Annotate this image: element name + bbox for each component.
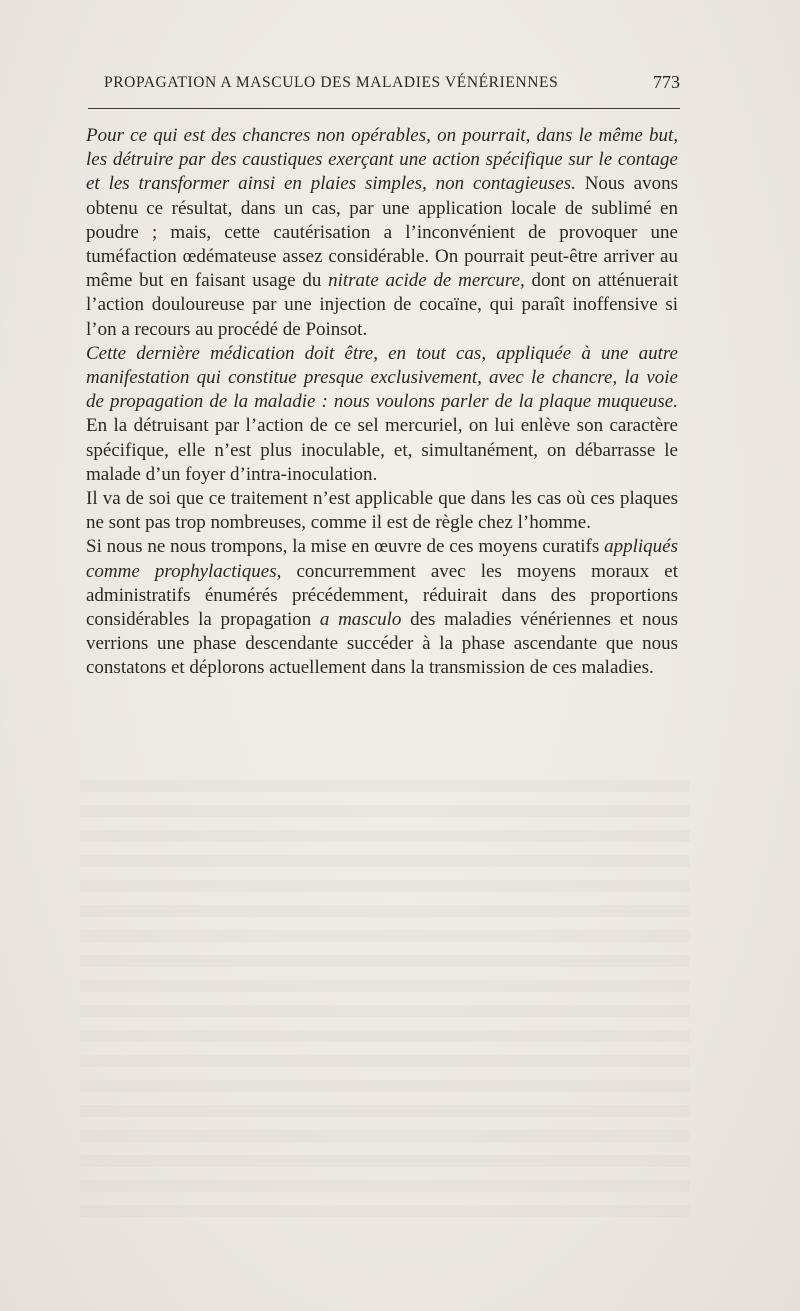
paragraph-2-segment: En la détruisant par l’action de ce sel mercuriel, on lui enlève son caractère spécifique, elle n’est plus inoculable, et, simultanément, on débarrasse le malade d’un foyer d’intra-inoculation.	[86, 415, 678, 485]
paragraph-3-segment: Il va de soi que ce traitement n’est applicable que dans les cas où ces plaques ne sont pas trop nombreuses, comme il est de règle chez l’homme.	[86, 488, 678, 534]
paragraph-4-segment: concurremment avec les moyens moraux et administratifs énumérés précédemment, réduirait dans des proportions considérables la propagation	[86, 560, 678, 631]
paragraph-4-segment: a masculo	[319, 609, 402, 631]
paragraph-4-segment: appliqués comme prophylactiques,	[86, 536, 678, 582]
paragraph-2	[86, 342, 678, 487]
paragraph-3	[86, 487, 678, 535]
running-title: PROPAGATION A MASCULO DES MALADIES VÉNÉRIENNES	[104, 74, 559, 91]
paragraph-1-segment: Nous avons obtenu ce résultat, dans un cas, par une application locale de sublimé en poudre ; mais, cette cautérisation a l’inconvénient de provoquer une tuméfaction œdémateuse assez considérable. On pourrait peut-être arriver au même but en faisant usage du	[86, 173, 678, 292]
show-through-texture	[80, 780, 690, 1220]
header-rule	[88, 108, 680, 109]
running-head	[88, 72, 680, 102]
paragraph-1-segment: nitrate acide de mercure,	[328, 270, 525, 292]
body-text	[86, 124, 678, 681]
paragraph-1	[86, 124, 678, 342]
paragraph-4-segment: Si nous ne nous trompons, la mise en œuvre de ces moyens curatifs	[86, 536, 605, 558]
paragraph-4	[86, 535, 678, 680]
paragraph-1-segment: Pour ce qui est des chancres non opérables, on pourrait, dans le même but, les détruire par des caustiques exerçant une action spécifique sur le contage et les transformer ainsi en plaies simples, non contagieuses.	[86, 125, 678, 195]
paragraph-1-segment: dont on atténuerait l’action douloureuse par une injection de cocaïne, qui paraît inoffensive si l’on a recours au procédé de Poinsot.	[86, 270, 678, 340]
paragraph-2-segment: Cette dernière médication doit être, en tout cas, appliquée à une autre manifestation qui constitue presque exclusivement, avec le chancre, la voie de propagation de la maladie : nous voulons parler de la plaque muqueuse.	[86, 342, 678, 413]
page-number: 773	[653, 72, 680, 92]
paragraph-4-segment: des maladies vénériennes et nous verrions une phase descendante succéder à la phase ascendante que nous constatons et déplorons actuellement dans la transmission de ces maladies.	[86, 609, 679, 679]
